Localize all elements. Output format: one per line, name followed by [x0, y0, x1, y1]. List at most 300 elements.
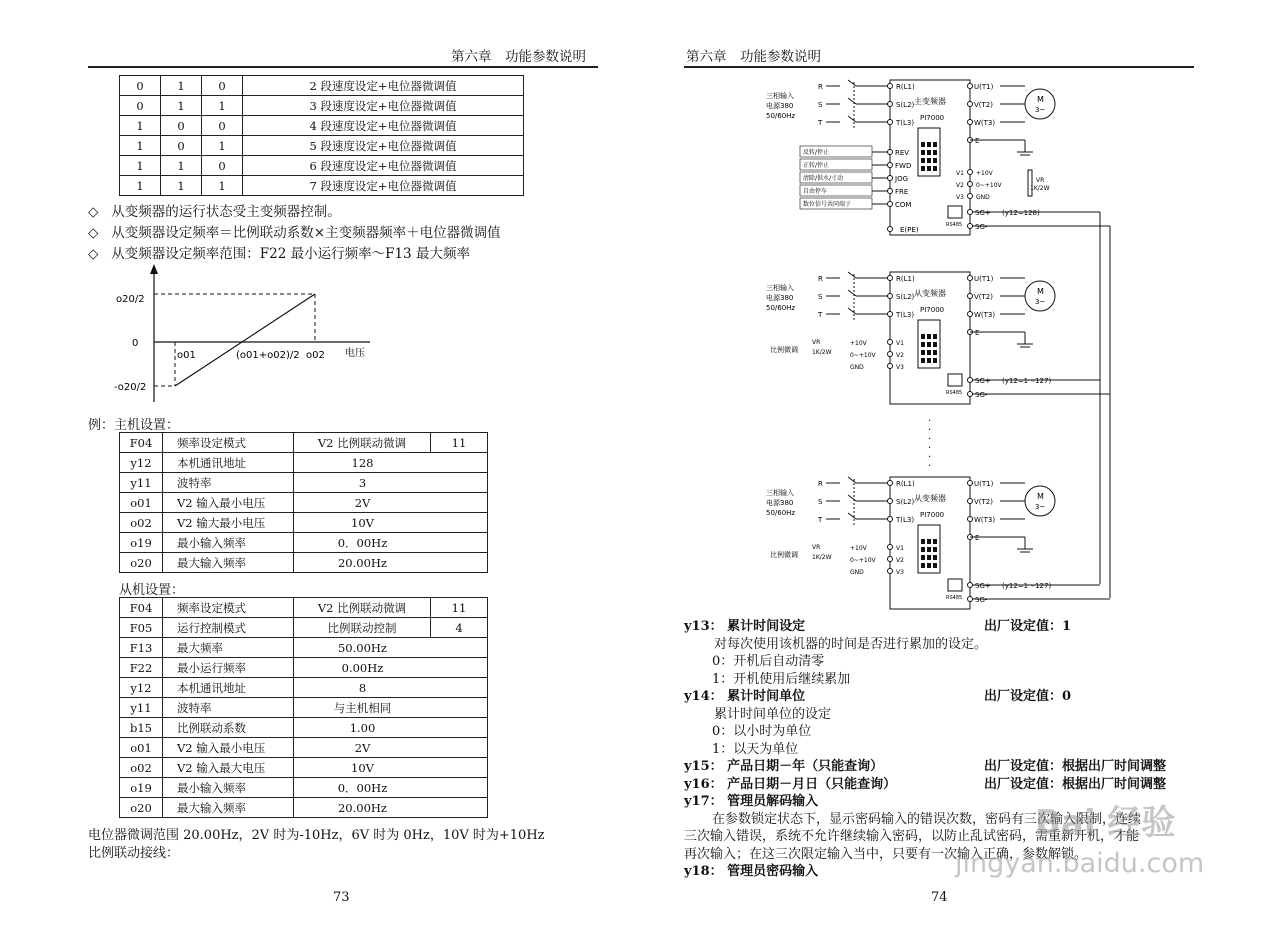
- table-row: [120, 778, 488, 798]
- rs485-port-icon: [948, 374, 962, 386]
- switch: [848, 290, 856, 296]
- keypad-key: [921, 142, 925, 147]
- terminal-label: S(L2): [896, 101, 915, 109]
- table-row: [120, 513, 488, 533]
- terminal: [968, 517, 973, 522]
- keypad-key: [927, 342, 931, 347]
- right-page-header: 第六章 功能参数说明: [686, 49, 821, 65]
- table-cell: 0: [202, 116, 243, 136]
- param-code: y12: [120, 453, 163, 473]
- motor-icon: [1025, 486, 1055, 516]
- table-cell: 2 段速度设定+电位器微调值: [243, 76, 524, 96]
- param-code: o19: [120, 778, 163, 798]
- keypad-key: [927, 563, 931, 568]
- keypad-key: [933, 158, 937, 163]
- vr-label: 1K/2W: [812, 349, 832, 356]
- terminal-label: COM: [895, 201, 912, 209]
- terminal: [888, 340, 893, 345]
- param-value: 1.00: [294, 718, 488, 738]
- keypad-key: [921, 150, 925, 155]
- terminal-label: T(L3): [896, 119, 915, 127]
- param-name: 波特率: [163, 473, 294, 493]
- param-factory: 出厂设定值：根据出厂时间调整: [984, 759, 1167, 774]
- param-title: y13： 累计时间设定: [684, 619, 806, 634]
- terminal-label: U(T1): [974, 480, 994, 488]
- terminal: [968, 224, 973, 229]
- param-name: V2 输入最大电压: [163, 758, 294, 778]
- terminal-label: V2: [956, 182, 964, 189]
- y17-para-1: 在参数锁定状态下，显示密码输入的错误次数，密码有三次输入限制，连续: [712, 811, 1142, 827]
- terminal: [888, 557, 893, 562]
- terminal-label: W(T3): [974, 119, 996, 127]
- terminal-label: T(L3): [896, 516, 915, 524]
- table-row: [120, 96, 524, 116]
- keypad-key: [933, 342, 937, 347]
- param-code: o20: [120, 798, 163, 818]
- table-cell: 6 段速度设定+电位器微调值: [243, 156, 524, 176]
- terminal: [968, 392, 973, 397]
- phase-input-label: S: [818, 101, 823, 109]
- table-row: [120, 473, 488, 493]
- terminal: [888, 312, 893, 317]
- keypad-key: [933, 350, 937, 355]
- terminal: [968, 276, 973, 281]
- motor-label: M: [1037, 492, 1044, 501]
- param-name: 运行控制模式: [163, 618, 294, 638]
- master-title: 例：主机设置：: [88, 418, 180, 433]
- table-cell: 1: [202, 176, 243, 196]
- speed-table: [119, 75, 524, 196]
- master-table: [119, 432, 488, 573]
- param-code: o02: [120, 758, 163, 778]
- rs485-port-icon: [948, 206, 962, 218]
- terminal: [968, 84, 973, 89]
- param-value: 10V: [294, 758, 488, 778]
- terminal-label: E(PE): [900, 226, 919, 234]
- ellipsis-dot: ·: [928, 416, 932, 427]
- address-note: (y12=1～127): [1002, 377, 1052, 385]
- table-row: [120, 718, 488, 738]
- inverter-name: 从变频器: [914, 494, 946, 503]
- param-value: 比例联动控制: [294, 618, 431, 638]
- param-code: F22: [120, 658, 163, 678]
- table-cell: 1: [120, 136, 161, 156]
- page-number-right: 74: [931, 890, 948, 905]
- terminal-label: E: [975, 137, 980, 145]
- table-row: [120, 658, 488, 678]
- param-name: 最小输入频率: [163, 533, 294, 553]
- inverter-model: PI7000: [920, 114, 945, 122]
- supply-label: 50/60Hz: [766, 112, 796, 120]
- param-code: F05: [120, 618, 163, 638]
- param-code: o01: [120, 493, 163, 513]
- keypad-key: [921, 539, 925, 544]
- control-label: 正转/停止: [803, 162, 830, 169]
- slave-table: [119, 597, 488, 818]
- switch: [848, 80, 856, 86]
- param-value: 0.00Hz: [294, 658, 488, 678]
- phase-input-label: R: [818, 83, 823, 91]
- table-cell: 3 段速度设定+电位器微调值: [243, 96, 524, 116]
- terminal: [968, 194, 973, 199]
- inverter-name: 从变频器: [914, 289, 946, 298]
- keypad-key: [927, 539, 931, 544]
- supply-label: 50/60Hz: [766, 304, 796, 312]
- terminal-label: JOG: [895, 175, 908, 183]
- param-factory: 出厂设定值：根据出厂时间调整: [984, 776, 1167, 792]
- x-o02-label: o02: [306, 350, 325, 361]
- terminal: [968, 499, 973, 504]
- phase-input-label: S: [818, 293, 823, 301]
- terminal-label: SG-: [975, 391, 988, 399]
- terminal-label: S(L2): [896, 293, 915, 301]
- switch: [848, 116, 856, 122]
- table-cell: 0: [202, 76, 243, 96]
- keypad-key: [933, 547, 937, 552]
- y17-para-2: 三次输入错误，系统不允许继续输入密码，以防止乱试密码，需重新开机，才能: [684, 829, 1140, 844]
- param-title: y15： 产品日期－年（只能查询）: [684, 759, 884, 774]
- terminal-label: SG+: [975, 209, 991, 217]
- left-page-header: 第六章 功能参数说明: [451, 49, 586, 65]
- keypad-key: [921, 342, 925, 347]
- keypad-key: [933, 563, 937, 568]
- supply-label: 三相输入: [766, 92, 794, 100]
- table-cell: 7 段速度设定+电位器微调值: [243, 176, 524, 196]
- table-cell: 1: [161, 96, 202, 116]
- terminal: [888, 176, 893, 181]
- potentiometer-icon: [1028, 170, 1032, 196]
- motor-label: 3~: [1035, 503, 1046, 511]
- analog-label: GND: [850, 569, 864, 576]
- param-value: 128: [294, 453, 488, 473]
- param-name: V2 输大最小电压: [163, 513, 294, 533]
- footer-line-2: 比例联动接线：: [88, 846, 180, 861]
- terminal: [888, 102, 893, 107]
- control-label: 数位信号共同端子: [803, 201, 852, 208]
- param-value: 与主机相同: [294, 698, 488, 718]
- address-note: (y12=128): [1002, 209, 1040, 217]
- param-value: 2V: [294, 738, 488, 758]
- keypad-key: [921, 334, 925, 339]
- ellipsis-dot: ·: [928, 461, 932, 472]
- terminal: [968, 210, 973, 215]
- vr-label: 1K/2W: [1030, 185, 1050, 192]
- param-value: 10V: [294, 513, 488, 533]
- rs485-label: RS485: [946, 390, 963, 396]
- wiring-diagram: [760, 72, 1120, 617]
- terminal-label: V(T2): [974, 498, 993, 506]
- terminal: [888, 569, 893, 574]
- param-factory: 出厂设定值：1: [984, 619, 1072, 634]
- terminal-label: V3: [956, 194, 964, 201]
- ratio-trim-label: 比例微调: [770, 346, 798, 354]
- terminal: [968, 378, 973, 383]
- frequency-voltage-graph: [100, 262, 400, 407]
- table-row: [120, 598, 488, 618]
- terminal: [888, 352, 893, 357]
- terminal: [888, 227, 893, 232]
- param-name: 本机通讯地址: [163, 678, 294, 698]
- ratio-trim-label: 比例微调: [770, 551, 798, 559]
- table-cell: 1: [202, 136, 243, 156]
- terminal: [888, 481, 893, 486]
- param-code: o01: [120, 738, 163, 758]
- terminal-label: SG-: [975, 223, 988, 231]
- terminal: [968, 312, 973, 317]
- terminal: [968, 294, 973, 299]
- motor-icon: [1025, 89, 1055, 119]
- table-cell: 0: [120, 96, 161, 116]
- switch: [848, 477, 856, 483]
- switch: [848, 495, 856, 501]
- param-desc: 0：以小时为单位: [712, 724, 812, 739]
- analog-label: 0~+10V: [850, 352, 876, 359]
- param-code: F04: [120, 598, 163, 618]
- param-heading: [684, 688, 1194, 706]
- bullet-list: [88, 202, 501, 265]
- ellipsis-dot: ·: [928, 443, 932, 454]
- terminal: [968, 120, 973, 125]
- terminal-label: U(T1): [974, 275, 994, 283]
- supply-label: 电源380: [766, 102, 794, 110]
- terminal-label: V1: [896, 545, 904, 552]
- x-axis-label: 电压: [345, 348, 365, 359]
- terminal-label: V1: [896, 340, 904, 347]
- param-value: 20.00Hz: [294, 553, 488, 573]
- terminal-label: T(L3): [896, 311, 915, 319]
- table-row: [120, 176, 524, 196]
- ellipsis-dot: ·: [928, 434, 932, 445]
- supply-label: 电源380: [766, 499, 794, 507]
- param-desc: 1：开机使用后继续累加: [712, 671, 851, 687]
- param-name: 本机通讯地址: [163, 453, 294, 473]
- terminal-label: SG+: [975, 582, 991, 590]
- terminal: [888, 189, 893, 194]
- rs485-label: RS485: [946, 222, 963, 228]
- terminal-label: V2: [896, 557, 904, 564]
- terminal-label: V3: [896, 364, 904, 371]
- vr-label: VR: [812, 339, 821, 346]
- terminal: [888, 163, 893, 168]
- param-name: 频率设定模式: [163, 433, 294, 453]
- param-desc: 对每次使用该机器的时间是否进行累加的设定。: [714, 636, 988, 652]
- terminal: [888, 84, 893, 89]
- param-value: 50.00Hz: [294, 638, 488, 658]
- motor-icon: [1025, 281, 1055, 311]
- terminal: [968, 182, 973, 187]
- phase-input-label: T: [818, 311, 823, 319]
- param-desc: 累计时间单位的设定: [714, 706, 832, 722]
- terminal-label: R(L1): [896, 480, 915, 488]
- keypad-key: [927, 158, 931, 163]
- param-title: y16： 产品日期－月日（只能查询）: [684, 776, 897, 792]
- terminal: [888, 120, 893, 125]
- param-value: 0．00Hz: [294, 533, 488, 553]
- keypad-key: [933, 539, 937, 544]
- table-cell: 1: [120, 116, 161, 136]
- bullet-item: ◇ 从变频器的运行状态受主变频器控制。: [88, 204, 341, 220]
- phase-input-label: R: [818, 275, 823, 283]
- keypad-key: [927, 334, 931, 339]
- param-code: o02: [120, 513, 163, 533]
- supply-label: 50/60Hz: [766, 509, 796, 517]
- watermark-logo: Bai 经验: [1035, 803, 1176, 843]
- motor-label: M: [1037, 287, 1044, 296]
- bullet-item: ◇ 从变频器设定频率范围：F22 最小运行频率～F13 最大频率: [88, 246, 470, 262]
- table-cell: 1: [120, 156, 161, 176]
- terminal-label: E: [975, 329, 980, 337]
- analog-label: GND: [850, 364, 864, 371]
- table-row: [120, 758, 488, 778]
- table-cell: 1: [161, 76, 202, 96]
- left-header-rule: [88, 66, 598, 68]
- switch: [848, 513, 856, 519]
- terminal-label: SG+: [975, 377, 991, 385]
- param-name: 最小输入频率: [163, 778, 294, 798]
- param-name: V2 输入最小电压: [163, 493, 294, 513]
- slave-title: 从机设置：: [119, 583, 185, 598]
- motor-label: 3~: [1035, 298, 1046, 306]
- motor-label: 3~: [1035, 106, 1046, 114]
- right-header-rule: [684, 66, 1194, 68]
- control-label: 自由停车: [803, 188, 828, 195]
- param-desc: 0：开机后自动清零: [712, 654, 825, 669]
- supply-label: 三相输入: [766, 489, 794, 497]
- terminal-label: U(T1): [974, 83, 994, 91]
- terminal-label: W(T3): [974, 516, 996, 524]
- keypad-key: [921, 563, 925, 568]
- supply-label: 电源380: [766, 294, 794, 302]
- keypad-key: [933, 150, 937, 155]
- address-note: (y12=1～127): [1002, 582, 1052, 590]
- terminal: [968, 102, 973, 107]
- y17-para-3: 再次输入；在这三次限定输入当中，只要有一次输入正确，参数解锁。: [684, 846, 1088, 862]
- ellipsis-dot: ·: [928, 452, 932, 463]
- table-row: [120, 156, 524, 176]
- x-o01-label: o01: [177, 350, 196, 361]
- terminal: [968, 597, 973, 602]
- keypad-key: [921, 547, 925, 552]
- table-row: [120, 136, 524, 156]
- footer-line-1: 电位器微调范围 20.00Hz，2V 时为-10Hz，6V 时为 0Hz，10V 时为+10Hz: [88, 828, 545, 843]
- ellipsis-dot: ·: [928, 425, 932, 436]
- param-name: 最小运行频率: [163, 658, 294, 678]
- terminal: [888, 499, 893, 504]
- rs485-label: RS485: [946, 595, 963, 601]
- terminal-label: V3: [896, 569, 904, 576]
- param-setting: 4: [431, 618, 488, 638]
- inverter-model: PI7000: [920, 511, 945, 519]
- terminal: [968, 170, 973, 175]
- analog-label: 0~+10V: [976, 182, 1002, 189]
- table-row: [120, 798, 488, 818]
- y-bottom-label: -o20/2: [114, 382, 147, 393]
- terminal: [888, 517, 893, 522]
- freq-line: [175, 294, 315, 386]
- page-number-left: 73: [333, 890, 350, 905]
- switch: [848, 98, 856, 104]
- vr-label: VR: [1036, 177, 1045, 184]
- table-row: [120, 453, 488, 473]
- keypad-key: [933, 358, 937, 363]
- keypad-key: [933, 334, 937, 339]
- terminal: [888, 364, 893, 369]
- phase-input-label: T: [818, 516, 823, 524]
- terminal: [888, 276, 893, 281]
- analog-label: GND: [976, 194, 990, 201]
- x-mid-label: (o01+o02)/2: [236, 350, 300, 361]
- param-value: 2V: [294, 493, 488, 513]
- param-value: V2 比例联动微调: [294, 433, 431, 453]
- param-name: 最大输入频率: [163, 553, 294, 573]
- param-heading: [684, 618, 1194, 636]
- terminal-label: R(L1): [896, 275, 915, 283]
- keypad-key: [927, 166, 931, 171]
- analog-label: 0~+10V: [850, 557, 876, 564]
- param-name: 最大输入频率: [163, 798, 294, 818]
- param-value: 0．00Hz: [294, 778, 488, 798]
- param-setting: 11: [431, 598, 488, 618]
- table-cell: 1: [161, 176, 202, 196]
- terminal: [888, 294, 893, 299]
- table-cell: 0: [120, 76, 161, 96]
- phase-input-label: T: [818, 119, 823, 127]
- keypad-key: [927, 547, 931, 552]
- param-value: 3: [294, 473, 488, 493]
- table-row: [120, 76, 524, 96]
- terminal-label: FRE: [895, 188, 909, 196]
- keypad-key: [921, 358, 925, 363]
- table-row: [120, 553, 488, 573]
- param-code: o19: [120, 533, 163, 553]
- param-code: y12: [120, 678, 163, 698]
- param-title: y14： 累计时间单位: [684, 689, 806, 704]
- supply-label: 三相输入: [766, 284, 794, 292]
- keypad-key: [921, 350, 925, 355]
- keypad-key: [933, 166, 937, 171]
- table-row: [120, 678, 488, 698]
- param-factory: 出厂设定值：0: [984, 689, 1072, 704]
- terminal-label: R(L1): [896, 83, 915, 91]
- watermark-url: jingyan.baidu.com: [955, 848, 1205, 879]
- table-cell: 0: [161, 116, 202, 136]
- terminal-label: V2: [896, 352, 904, 359]
- param-value: 20.00Hz: [294, 798, 488, 818]
- control-label: 清除/供水/寸动: [803, 175, 844, 182]
- param-code: b15: [120, 718, 163, 738]
- table-cell: 1: [202, 96, 243, 116]
- param-code: y11: [120, 698, 163, 718]
- table-cell: 0: [161, 136, 202, 156]
- keypad-key: [927, 350, 931, 355]
- vr-label: 1K/2W: [812, 554, 832, 561]
- terminal-label: W(T3): [974, 311, 996, 319]
- param-name: V2 输入最小电压: [163, 738, 294, 758]
- param-title: y17： 管理员解码输入: [684, 794, 819, 809]
- param-desc: 1：以天为单位: [712, 741, 799, 757]
- param-name: 波特率: [163, 698, 294, 718]
- keypad-key: [933, 555, 937, 560]
- y-axis-arrow: [150, 264, 158, 274]
- switch: [848, 308, 856, 314]
- param-setting: 11: [431, 433, 488, 453]
- terminal: [968, 583, 973, 588]
- terminal-label: FWD: [895, 162, 912, 170]
- y-zero-label: 0: [132, 338, 139, 349]
- keypad-key: [927, 150, 931, 155]
- table-row: [120, 618, 488, 638]
- param-name: 最大频率: [163, 638, 294, 658]
